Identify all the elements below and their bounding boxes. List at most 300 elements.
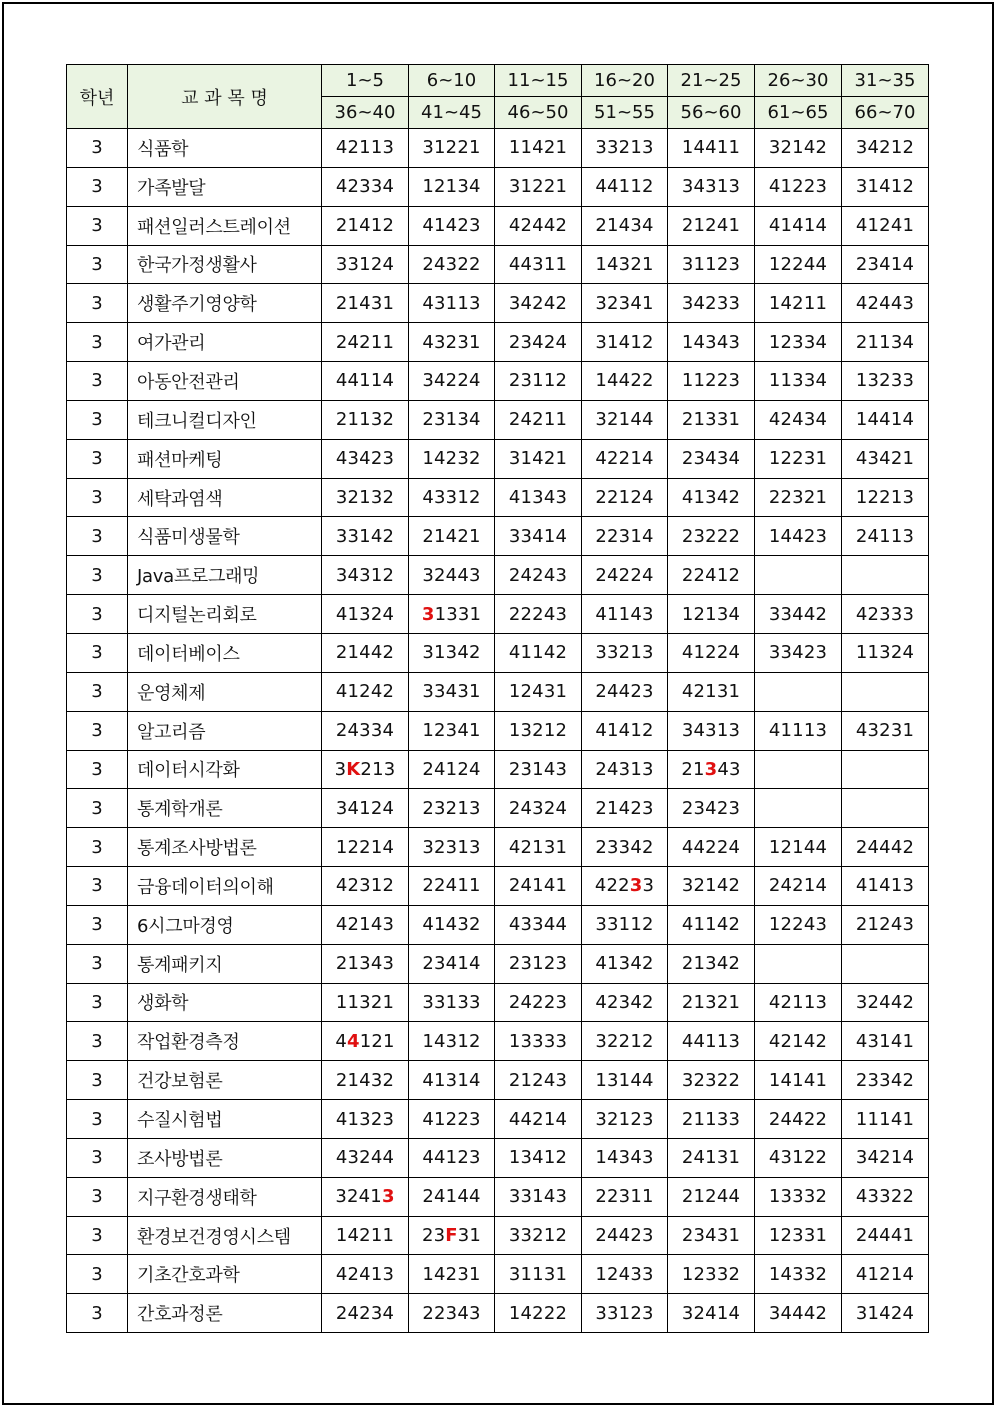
answer-segment: 213 — [360, 758, 396, 780]
table-row — [67, 1100, 929, 1139]
answer-cell: 14343 — [582, 1138, 668, 1177]
answer-cell — [842, 750, 929, 789]
table-row — [67, 1216, 929, 1255]
answer-cell — [842, 672, 929, 711]
answer-cell: 24234 — [322, 1294, 409, 1333]
table-row — [67, 672, 929, 711]
answer-cell: 33423 — [755, 633, 842, 672]
answer-cell: 32132 — [322, 478, 409, 517]
answer-segment: 31 — [457, 1225, 482, 1247]
answer-cell: 21423 — [582, 789, 668, 828]
answer-cell: 31424 — [842, 1294, 929, 1333]
answer-cell: 23134 — [409, 400, 495, 439]
grade-cell: 3 — [67, 1138, 128, 1177]
grade-cell: 3 — [67, 517, 128, 556]
answer-cell: 12213 — [842, 478, 929, 517]
range-header: 51~55 — [582, 97, 668, 129]
answer-segment: 3 — [334, 758, 347, 780]
answer-cell: 14321 — [582, 245, 668, 284]
grade-cell: 3 — [67, 1061, 128, 1100]
answer-cell: 43113 — [409, 284, 495, 323]
subject-cell: 금융데이터의이해 — [128, 867, 322, 906]
answer-cell: 24442 — [842, 828, 929, 867]
answer-cell: 41324 — [322, 595, 409, 634]
answer-cell: 12243 — [755, 905, 842, 944]
answer-cell: 32341 — [582, 284, 668, 323]
answer-cell: 14211 — [755, 284, 842, 323]
table-row — [67, 167, 929, 206]
answer-cell: 41342 — [582, 944, 668, 983]
answer-cell: 41242 — [322, 672, 409, 711]
answer-cell: 42131 — [495, 828, 582, 867]
grade-cell: 3 — [67, 167, 128, 206]
table-row — [67, 944, 929, 983]
answer-cell: 23222 — [668, 517, 755, 556]
grade-cell: 3 — [67, 284, 128, 323]
answer-cell: 12134 — [409, 167, 495, 206]
subject-cell: 테크니컬디자인 — [128, 400, 322, 439]
grade-cell: 3 — [67, 129, 128, 168]
answer-cell: 42334 — [322, 167, 409, 206]
subject-cell: 생화학 — [128, 983, 322, 1022]
answer-cell: 12134 — [668, 595, 755, 634]
table-row — [67, 750, 929, 789]
answer-cell: 14411 — [668, 129, 755, 168]
answer-cell: 22124 — [582, 478, 668, 517]
answer-cell: 42342 — [582, 983, 668, 1022]
answer-cell: 43122 — [755, 1138, 842, 1177]
subject-cell: 환경보건경영시스템 — [128, 1216, 322, 1255]
answer-cell: 23431 — [668, 1216, 755, 1255]
answer-segment: 43 — [717, 758, 741, 780]
answer-cell: 43421 — [842, 439, 929, 478]
table-row — [67, 828, 929, 867]
answer-cell: 44112 — [582, 167, 668, 206]
answer-cell: 24224 — [582, 556, 668, 595]
answer-cell: 24322 — [409, 245, 495, 284]
answer-cell: 12214 — [322, 828, 409, 867]
answer-cell: 11141 — [842, 1100, 929, 1139]
answer-cell: 42143 — [322, 905, 409, 944]
answer-cell: 34233 — [668, 284, 755, 323]
answer-segment: 23 — [421, 1225, 446, 1247]
answer-segment: 3241 — [335, 1186, 382, 1208]
answer-cell — [322, 750, 409, 789]
answer-cell: 43312 — [409, 478, 495, 517]
answer-cell: 33431 — [409, 672, 495, 711]
subject-cell: 수질시험법 — [128, 1100, 322, 1139]
answer-cell: 33414 — [495, 517, 582, 556]
subject-cell: 기초간호과학 — [128, 1255, 322, 1294]
range-header: 41~45 — [409, 97, 495, 129]
answer-cell: 41314 — [409, 1061, 495, 1100]
table-row — [67, 284, 929, 323]
answer-cell: 23423 — [668, 789, 755, 828]
subject-cell: 여가관리 — [128, 323, 322, 362]
answer-cell: 33143 — [495, 1177, 582, 1216]
table-header — [67, 65, 929, 129]
answer-cell: 24223 — [495, 983, 582, 1022]
answer-cell: 12331 — [755, 1216, 842, 1255]
answer-cell — [322, 1022, 409, 1061]
corrected-answer-mark: K — [346, 758, 361, 780]
answer-cell: 24211 — [322, 323, 409, 362]
table-row — [67, 789, 929, 828]
answer-cell: 33212 — [495, 1216, 582, 1255]
answer-cell: 44123 — [409, 1138, 495, 1177]
answer-cell: 31221 — [409, 129, 495, 168]
answer-cell: 22314 — [582, 517, 668, 556]
answer-cell: 21243 — [495, 1061, 582, 1100]
answer-cell: 22243 — [495, 595, 582, 634]
answer-cell: 14211 — [322, 1216, 409, 1255]
answer-cell: 41142 — [495, 633, 582, 672]
answer-cell: 42442 — [495, 206, 582, 245]
corrected-answer-mark: 3 — [704, 758, 718, 780]
corrected-answer-mark: 3 — [629, 875, 643, 897]
subject-cell: 조사방법론 — [128, 1138, 322, 1177]
subject-cell: 운영체제 — [128, 672, 322, 711]
answer-segment: 422 — [594, 875, 630, 897]
range-header: 26~30 — [755, 65, 842, 97]
answer-cell: 24423 — [582, 672, 668, 711]
answer-cell — [582, 867, 668, 906]
range-header: 6~10 — [409, 65, 495, 97]
answer-cell: 31123 — [668, 245, 755, 284]
answer-cell: 24144 — [409, 1177, 495, 1216]
subject-cell: 식품미생물학 — [128, 517, 322, 556]
answer-cell: 21442 — [322, 633, 409, 672]
grade-cell: 3 — [67, 245, 128, 284]
grade-cell: 3 — [67, 672, 128, 711]
answer-cell: 13412 — [495, 1138, 582, 1177]
range-header: 11~15 — [495, 65, 582, 97]
grade-cell: 3 — [67, 983, 128, 1022]
answer-cell: 23213 — [409, 789, 495, 828]
answer-cell: 44114 — [322, 362, 409, 401]
answer-cell: 14312 — [409, 1022, 495, 1061]
answer-cell: 21434 — [582, 206, 668, 245]
answer-cell: 13212 — [495, 711, 582, 750]
subject-cell: 아동안전관리 — [128, 362, 322, 401]
answer-cell: 33442 — [755, 595, 842, 634]
subject-cell: 통계조사방법론 — [128, 828, 322, 867]
table-row — [67, 1294, 929, 1333]
table-row — [67, 362, 929, 401]
answer-cell — [755, 556, 842, 595]
answer-cell: 23342 — [842, 1061, 929, 1100]
answer-cell: 24423 — [582, 1216, 668, 1255]
subject-cell: 세탁과염색 — [128, 478, 322, 517]
corrected-answer-mark: 4 — [346, 1030, 360, 1052]
answer-cell: 21331 — [668, 400, 755, 439]
range-header: 21~25 — [668, 65, 755, 97]
table-body — [67, 129, 929, 1333]
answer-cell: 24243 — [495, 556, 582, 595]
answer-cell: 33124 — [322, 245, 409, 284]
grade-cell: 3 — [67, 1255, 128, 1294]
answer-cell: 42312 — [322, 867, 409, 906]
answer-cell — [842, 944, 929, 983]
answer-cell: 41223 — [755, 167, 842, 206]
subject-cell: 가족발달 — [128, 167, 322, 206]
answer-cell: 24324 — [495, 789, 582, 828]
answer-cell: 43322 — [842, 1177, 929, 1216]
corrected-answer-mark: 3 — [421, 603, 435, 625]
answer-cell: 43141 — [842, 1022, 929, 1061]
answer-cell — [842, 556, 929, 595]
range-header: 46~50 — [495, 97, 582, 129]
answer-cell: 33213 — [582, 129, 668, 168]
answer-cell: 13332 — [755, 1177, 842, 1216]
table-row — [67, 983, 929, 1022]
answer-cell: 11421 — [495, 129, 582, 168]
corrected-answer-mark: 3 — [381, 1186, 395, 1208]
answer-cell: 43244 — [322, 1138, 409, 1177]
answer-cell: 23342 — [582, 828, 668, 867]
answer-cell: 42214 — [582, 439, 668, 478]
answer-cell: 14231 — [409, 1255, 495, 1294]
answer-cell: 21243 — [842, 905, 929, 944]
grade-cell: 3 — [67, 1294, 128, 1333]
subject-cell: 건강보험론 — [128, 1061, 322, 1100]
answer-cell: 14332 — [755, 1255, 842, 1294]
table-row — [67, 1061, 929, 1100]
answer-cell: 33133 — [409, 983, 495, 1022]
answer-cell: 24113 — [842, 517, 929, 556]
answer-cell: 12433 — [582, 1255, 668, 1294]
answer-cell: 13233 — [842, 362, 929, 401]
answer-cell: 11321 — [322, 983, 409, 1022]
answer-cell: 32212 — [582, 1022, 668, 1061]
subject-cell: 지구환경생태학 — [128, 1177, 322, 1216]
grade-cell: 3 — [67, 1100, 128, 1139]
answer-cell: 34313 — [668, 711, 755, 750]
answer-cell: 42443 — [842, 284, 929, 323]
answer-cell: 21342 — [668, 944, 755, 983]
range-header: 1~5 — [322, 65, 409, 97]
answer-cell: 33213 — [582, 633, 668, 672]
table-row — [67, 245, 929, 284]
answer-cell: 11324 — [842, 633, 929, 672]
answer-cell: 24313 — [582, 750, 668, 789]
answer-cell: 12332 — [668, 1255, 755, 1294]
range-header: 61~65 — [755, 97, 842, 129]
answer-cell: 43344 — [495, 905, 582, 944]
answer-cell: 24131 — [668, 1138, 755, 1177]
grade-cell: 3 — [67, 750, 128, 789]
table-row — [67, 478, 929, 517]
table-row — [67, 633, 929, 672]
answer-cell: 41432 — [409, 905, 495, 944]
answer-cell: 41113 — [755, 711, 842, 750]
answer-cell: 24211 — [495, 400, 582, 439]
answer-cell: 42413 — [322, 1255, 409, 1294]
answer-cell: 13333 — [495, 1022, 582, 1061]
answer-cell: 24141 — [495, 867, 582, 906]
answer-cell: 21343 — [322, 944, 409, 983]
answer-cell: 11334 — [755, 362, 842, 401]
answer-cell: 24441 — [842, 1216, 929, 1255]
grade-cell: 3 — [67, 711, 128, 750]
answer-cell: 23123 — [495, 944, 582, 983]
answer-cell: 41423 — [409, 206, 495, 245]
range-header: 56~60 — [668, 97, 755, 129]
answer-cell: 14222 — [495, 1294, 582, 1333]
answer-cell: 41224 — [668, 633, 755, 672]
answer-cell — [755, 672, 842, 711]
answer-cell: 34442 — [755, 1294, 842, 1333]
answer-cell: 42113 — [755, 983, 842, 1022]
answer-cell — [668, 750, 755, 789]
answer-cell: 14422 — [582, 362, 668, 401]
range-header: 16~20 — [582, 65, 668, 97]
range-header: 66~70 — [842, 97, 929, 129]
answer-cell: 31131 — [495, 1255, 582, 1294]
grade-cell: 3 — [67, 1177, 128, 1216]
answer-cell — [842, 789, 929, 828]
answer-cell: 43231 — [409, 323, 495, 362]
answer-cell: 24124 — [409, 750, 495, 789]
grade-cell: 3 — [67, 323, 128, 362]
answer-cell: 23424 — [495, 323, 582, 362]
answer-cell: 21133 — [668, 1100, 755, 1139]
grade-cell: 3 — [67, 400, 128, 439]
header-row-top — [67, 65, 929, 97]
table-row — [67, 517, 929, 556]
answer-cell: 21432 — [322, 1061, 409, 1100]
answer-cell: 14141 — [755, 1061, 842, 1100]
table-row — [67, 129, 929, 168]
answer-cell: 32142 — [755, 129, 842, 168]
answer-cell: 34224 — [409, 362, 495, 401]
answer-key-table — [66, 64, 929, 1333]
subject-cell: 작업환경측정 — [128, 1022, 322, 1061]
grade-cell: 3 — [67, 556, 128, 595]
answer-cell: 21431 — [322, 284, 409, 323]
subject-cell: 간호과정론 — [128, 1294, 322, 1333]
answer-cell: 12144 — [755, 828, 842, 867]
answer-cell: 34124 — [322, 789, 409, 828]
answer-cell: 24334 — [322, 711, 409, 750]
answer-cell: 32442 — [842, 983, 929, 1022]
answer-cell: 42131 — [668, 672, 755, 711]
answer-cell: 11223 — [668, 362, 755, 401]
answer-cell: 24214 — [755, 867, 842, 906]
answer-cell: 22411 — [409, 867, 495, 906]
answer-cell: 12231 — [755, 439, 842, 478]
table-row — [67, 1177, 929, 1216]
answer-cell: 23414 — [842, 245, 929, 284]
answer-cell: 34212 — [842, 129, 929, 168]
answer-cell: 43231 — [842, 711, 929, 750]
answer-cell: 31412 — [582, 323, 668, 362]
answer-cell: 41412 — [582, 711, 668, 750]
grade-cell: 3 — [67, 867, 128, 906]
answer-cell: 42142 — [755, 1022, 842, 1061]
answer-cell: 22343 — [409, 1294, 495, 1333]
answer-cell — [409, 1216, 495, 1255]
answer-cell: 44113 — [668, 1022, 755, 1061]
subject-cell: 데이터베이스 — [128, 633, 322, 672]
answer-segment: 121 — [359, 1030, 395, 1052]
answer-cell: 43423 — [322, 439, 409, 478]
answer-cell: 23112 — [495, 362, 582, 401]
table-row — [67, 556, 929, 595]
subject-cell: 디지털논리회로 — [128, 595, 322, 634]
subject-cell: 생활주기영양학 — [128, 284, 322, 323]
grade-cell: 3 — [67, 595, 128, 634]
table-row — [67, 439, 929, 478]
answer-cell: 12334 — [755, 323, 842, 362]
answer-cell: 14232 — [409, 439, 495, 478]
answer-segment: 1331 — [434, 603, 482, 625]
answer-cell: 34312 — [322, 556, 409, 595]
table-row — [67, 206, 929, 245]
subject-cell: 통계패키지 — [128, 944, 322, 983]
answer-cell: 22412 — [668, 556, 755, 595]
answer-cell: 14414 — [842, 400, 929, 439]
grade-cell: 3 — [67, 789, 128, 828]
answer-cell: 32123 — [582, 1100, 668, 1139]
grade-cell: 3 — [67, 828, 128, 867]
answer-cell: 41241 — [842, 206, 929, 245]
subject-cell: 패션마케팅 — [128, 439, 322, 478]
answer-cell: 24422 — [755, 1100, 842, 1139]
answer-cell: 34313 — [668, 167, 755, 206]
answer-cell: 14343 — [668, 323, 755, 362]
answer-cell: 32322 — [668, 1061, 755, 1100]
subject-cell: 데이터시각화 — [128, 750, 322, 789]
answer-cell: 12431 — [495, 672, 582, 711]
answer-cell: 42113 — [322, 129, 409, 168]
table-row — [67, 595, 929, 634]
answer-cell: 23434 — [668, 439, 755, 478]
answer-cell: 13144 — [582, 1061, 668, 1100]
subject-cell: 식품학 — [128, 129, 322, 168]
answer-cell — [755, 750, 842, 789]
answer-cell: 41143 — [582, 595, 668, 634]
answer-cell: 34242 — [495, 284, 582, 323]
answer-cell: 21132 — [322, 400, 409, 439]
answer-cell: 12341 — [409, 711, 495, 750]
table-row — [67, 867, 929, 906]
answer-cell: 41413 — [842, 867, 929, 906]
answer-cell: 12244 — [755, 245, 842, 284]
answer-cell: 31342 — [409, 633, 495, 672]
corrected-answer-mark: F — [445, 1225, 458, 1247]
answer-cell — [755, 944, 842, 983]
answer-cell: 14423 — [755, 517, 842, 556]
answer-cell: 21241 — [668, 206, 755, 245]
answer-cell: 22311 — [582, 1177, 668, 1216]
table-row — [67, 1255, 929, 1294]
answer-cell: 21321 — [668, 983, 755, 1022]
answer-cell: 23414 — [409, 944, 495, 983]
subject-cell: Java프로그래밍 — [128, 556, 322, 595]
grade-cell: 3 — [67, 362, 128, 401]
answer-cell: 22321 — [755, 478, 842, 517]
grade-cell: 3 — [67, 478, 128, 517]
answer-cell — [322, 1177, 409, 1216]
subject-header: 교 과 목 명 — [128, 65, 322, 129]
answer-cell — [755, 789, 842, 828]
grade-cell: 3 — [67, 1216, 128, 1255]
answer-cell: 42434 — [755, 400, 842, 439]
answer-cell: 41342 — [668, 478, 755, 517]
table-row — [67, 711, 929, 750]
answer-cell: 33142 — [322, 517, 409, 556]
